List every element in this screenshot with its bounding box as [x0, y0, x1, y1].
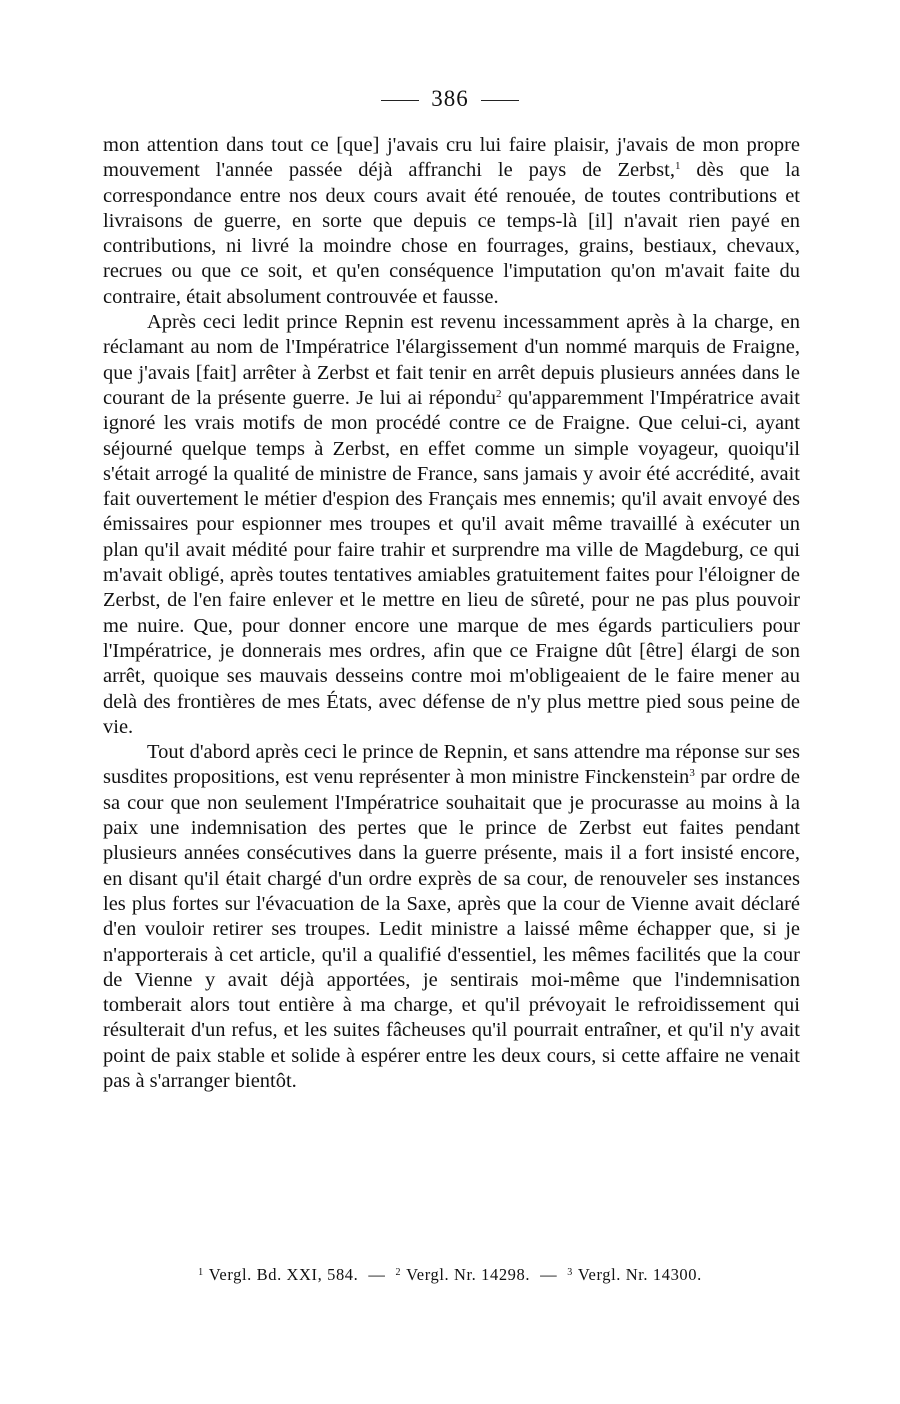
paragraph-3-text-b: par ordre de sa cour que non seulement l'Impératrice souhaitait que je procurasse au moins à la paix une indemnisation des pertes que le prince de Zerbst eut faites pendant plusieurs années consécutives dans la guerre présente, mais il a fort insisté encore, en disant qu'il était chargé d'un ordre exprès de sa cour, de renouveler ses instances les plus fortes sur l'évacuation de la Saxe, après que la cour de Vienne avait déclaré d'en vouloir retirer ses troupes. Ledit ministre a laissé même échapper que, si je n'apporterais à cet article, qu'il a qualifié d'essentiel, les mêmes facilités que la cour de Vienne y avait déjà apportées, je sentirais moi-même que l'indemnisation tomberait alors tout entière à ma charge, et qu'il prévoyait le refroidissement qui résulterait d'un refus, et les suites fâcheuses qu'il pourrait entraîner, et qu'il n'y avait point de paix stable et solide à espérer entre les deux cours, si cette affaire ne venait pas à s'arranger bientôt. — [103, 766, 800, 1092]
paragraph-2-text-b: qu'apparemment l'Impératrice avait ignoré les vrais motifs de mon procédé contre ce de Fraigne. Que celui-ci, ayant séjourné quelque temps à Zerbst, en effet comme un simple voyageur, quoiqu'il s'était arrogé la qualité de ministre de France, sans jamais y avoir été accrédité, avait fait ouvertement le métier d'espion des Français mes ennemis; qu'il avait envoyé des émissaires pour espionner mes troupes et qu'il avait même travaillé à exécuter un plan qu'il avait médité pour faire trahir et surprendre ma ville de Magdeburg, ce qui m'avait obligé, après toutes tentatives amiables gratuitement faites pour l'éloigner de Zerbst, de l'en faire enlever et le mettre en lieu de sûreté, pour ne pas plus pouvoir me nuire. Que, pour donner encore une marque de mes égards particuliers pour l'Impératrice, je donnerais mes ordres, afin que ce Fraigne dût [être] élargi de son arrêt, quoique ses mauvais desseins contre moi m'obligeaient de le faire mener au delà des frontières de mes États, avec défense de n'y plus mettre pied sous peine de vie. — [103, 386, 800, 738]
footnote-separator: — — [540, 1265, 558, 1284]
footnote-ref-2: 2 — [495, 387, 502, 400]
page-number: 386 — [431, 86, 469, 111]
paragraph-2-text-a: Après ceci ledit prince Repnin est revenu incessamment après à la charge, en réclamant au nom de l'Impératrice l'élargissement d'un nommé marquis de Fraigne, que j'avais [fait] arrêter à Zerbst et fait tenir en arrêt depuis plusieurs années dans le courant de la présente guerre. Je lui ai répondu — [103, 311, 800, 409]
page-header — [0, 86, 900, 112]
footnote-ref-1: 1 — [674, 160, 681, 173]
footnote-2-text: Vergl. Nr. 14298. — [406, 1265, 531, 1284]
paragraph-1-text-b: dès que la correspondance entre nos deux cours avait été renouée, de toutes contributions et livraisons de guerre, en sorte que depuis ce temps-là [il] n'avait rien payé en contributions, ni livré la moindre chose en fourrages, grains, bestiaux, chevaux, recrues ou que ce soit, et qu'en conséquence l'imputation qu'on m'avait faite du contraire, était absolument controuvée et fausse. — [103, 159, 800, 308]
footnote-ref-3: 3 — [689, 767, 695, 780]
footnote-3-text: Vergl. Nr. 14300. — [577, 1265, 702, 1284]
header-right-rule — [481, 100, 519, 101]
footnote-3-mark: 3 — [567, 1267, 573, 1278]
paragraph-1 — [103, 133, 800, 310]
footnote-2-mark: 2 — [395, 1267, 402, 1278]
footnote-3 — [567, 1265, 702, 1284]
paragraph-2 — [103, 310, 800, 740]
paragraph-3-text-a: Tout d'abord après ceci le prince de Repnin, et sans attendre ma réponse sur ses susdites propositions, est venu représenter à mon ministre Finckenstein — [103, 741, 800, 789]
paragraph-1-text-a: mon attention dans tout ce [que] j'avais cru lui faire plaisir, j'avais de mon propre mouvement l'année passée déjà affranchi le pays de Zerbst, — [103, 134, 800, 182]
main-text — [103, 133, 800, 1094]
footnote-2 — [395, 1265, 530, 1284]
footnote-1-text: Vergl. Bd. XXI, 584. — [208, 1265, 359, 1284]
footnote-separator: — — [368, 1265, 386, 1284]
footnotes — [0, 1265, 900, 1285]
footnote-1-mark: 1 — [198, 1267, 204, 1278]
paragraph-3 — [103, 740, 800, 1094]
header-left-rule — [381, 100, 419, 101]
footnote-1 — [198, 1265, 358, 1284]
